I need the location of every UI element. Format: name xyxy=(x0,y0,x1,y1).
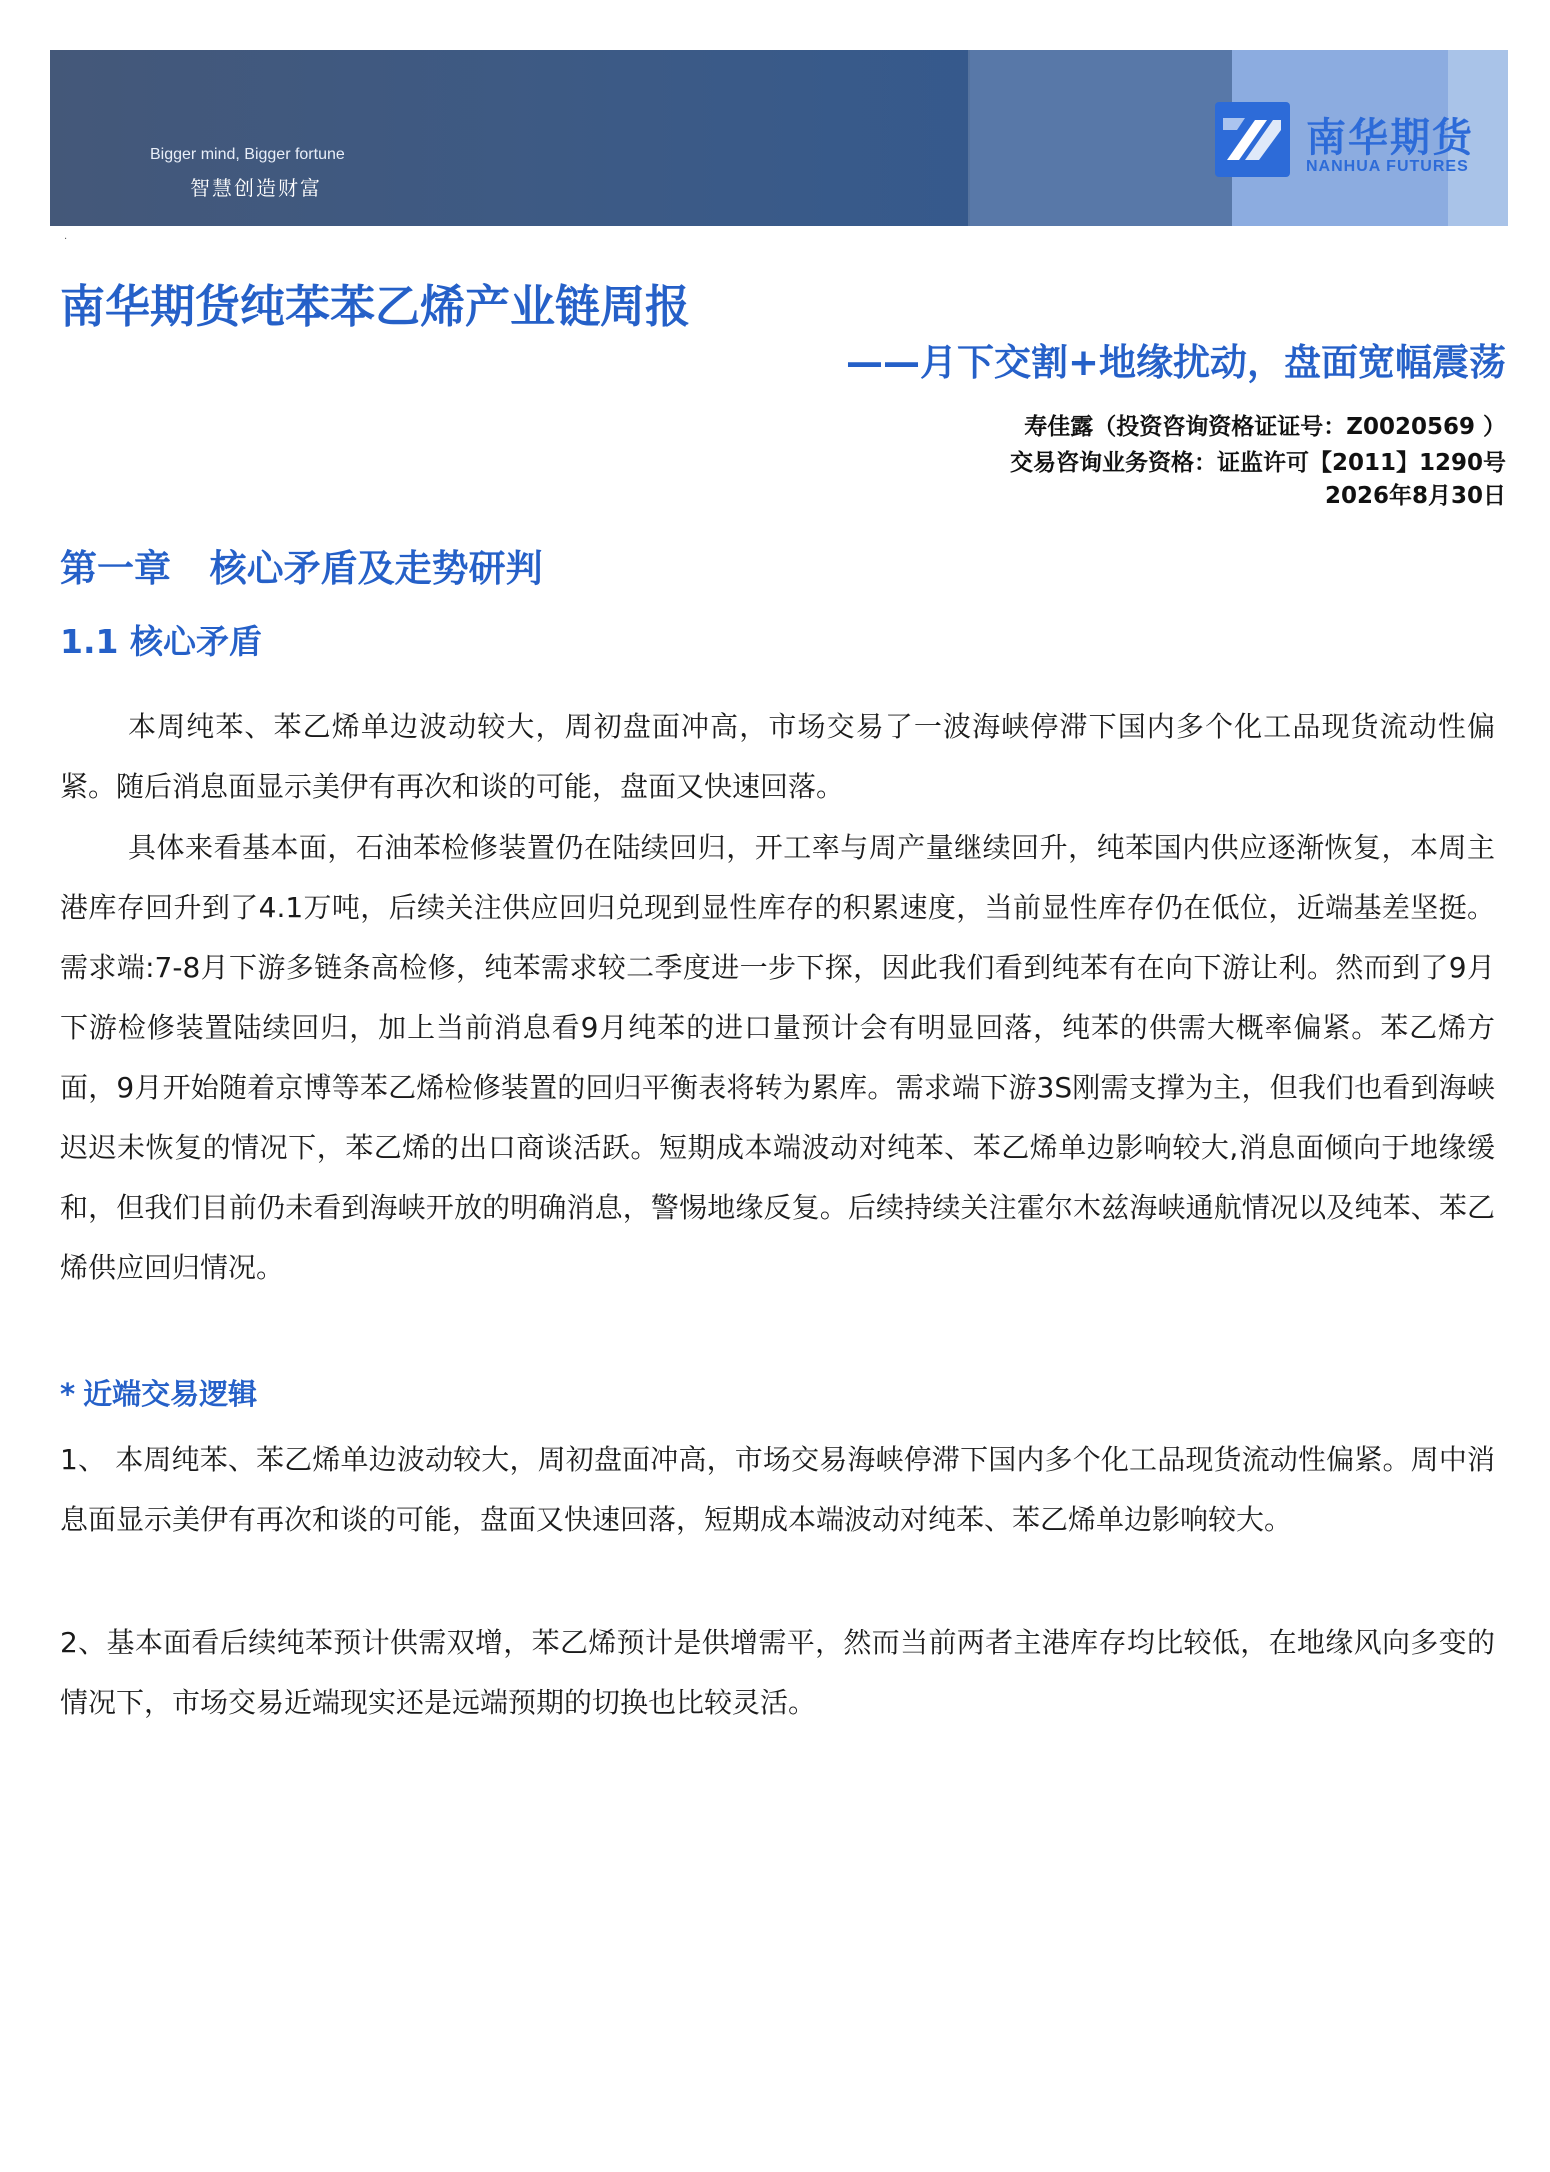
author-line: 寿佳露（投资咨询资格证证号：Z0020569 ） xyxy=(1024,414,1506,440)
report-title: 南华期货纯苯苯乙烯产业链周报 xyxy=(60,280,691,333)
body-paragraph: 具体来看基本面，石油苯检修装置仍在陆续回归，开工率与周产量继续回升，纯苯国内供应逐渐恢复，本周主港库存回升到了4.1万吨，后续关注供应回归兑现到显性库存的积累速度，当前显性库存仍在低位，近端基差坚挺。需求端:7-8月下游多链条高检修，纯苯需求较二季度进一步下探，因此我们看到纯苯有在向下游让利。然而到了9月下游检修装置陆续回归，加上当前消息看9月纯苯的进口量预计会有明显回落，纯苯的供需大概率偏紧。苯乙烯方面，9月开始随着京博等苯乙烯检修装置的回归平衡表将转为累库。需求端下游3S刚需支撑为主，但我们也看到海峡迟迟未恢复的情况下，苯乙烯的出口商谈活跃。短期成本端波动对纯苯、苯乙烯单边影响较大,消息面倾向于地缘缓和，但我们目前仍未看到海峡开放的明确消息，警惕地缘反复。后续持续关注霍尔木兹海峡通航情况以及纯苯、苯乙烯供应回归情况。 xyxy=(60,831,1495,1284)
near-term-title: 近端交易逻辑 xyxy=(83,1377,258,1411)
nanhua-logo-icon xyxy=(1215,102,1290,177)
logic-item: 2、基本面看后续纯苯预计供需双增，苯乙烯预计是供增需平，然而当前两者主港库存均比较低，在地缘风向多变的情况下，市场交易近端现实还是远端预期的切换也比较灵活。 xyxy=(60,1626,1495,1719)
banner-band xyxy=(970,50,1232,226)
body-paragraph: 本周纯苯、苯乙烯单边波动较大，周初盘面冲高，市场交易了一波海峡停滞下国内多个化工品现货流动性偏紧。随后消息面显示美伊有再次和谈的可能，盘面又快速回落。 xyxy=(60,710,1495,803)
logo-text-chinese: 南华期货 xyxy=(1306,115,1474,161)
slogan-chinese: 智慧创造财富 xyxy=(190,176,322,200)
report-date: 2026年8月30日 xyxy=(1324,483,1506,509)
section-title: 1.1 核心矛盾 xyxy=(60,622,262,661)
header-banner xyxy=(50,50,1508,226)
slogan-english: Bigger mind, Bigger fortune xyxy=(150,146,345,163)
logic-item: 1、 本周纯苯、苯乙烯单边波动较大，周初盘面冲高，市场交易海峡停滞下国内多个化工品现货流动性偏紧。周中消息面显示美伊有再次和谈的可能，盘面又快速回落，短期成本端波动对纯苯、苯乙烯单边影响较大。 xyxy=(60,1443,1495,1536)
chapter-title: 第一章 核心矛盾及走势研判 xyxy=(60,547,543,590)
report-subtitle: ——月下交割+地缘扰动，盘面宽幅震荡 xyxy=(845,341,1506,384)
logo-text-english: NANHUA FUTURES xyxy=(1306,158,1469,175)
separator-dot: · xyxy=(64,234,68,245)
near-term-heading xyxy=(60,1372,257,1413)
license-line: 交易咨询业务资格：证监许可【2011】1290号 xyxy=(1009,450,1506,476)
bullet-star-icon: * xyxy=(60,1377,76,1411)
